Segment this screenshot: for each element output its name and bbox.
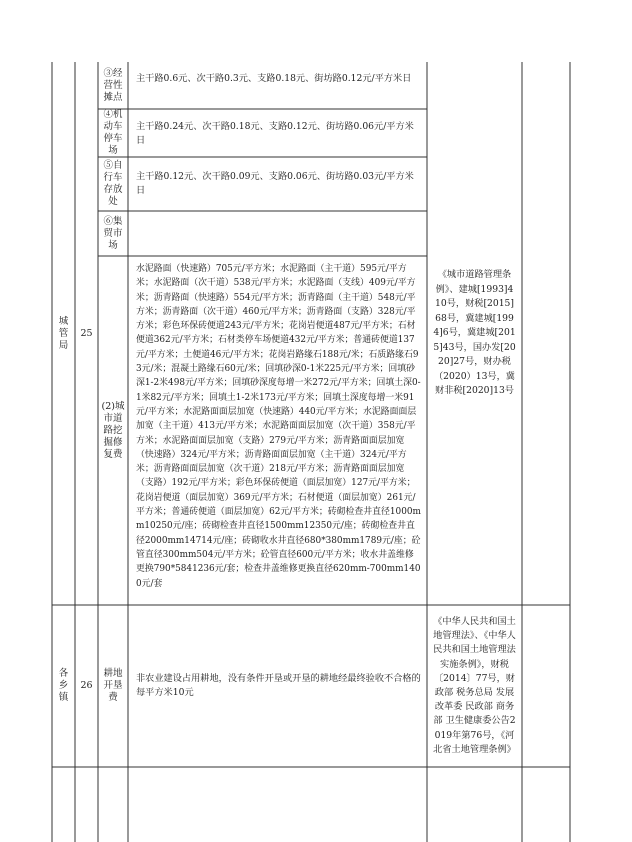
item-name: (2)城市道路挖掘修复费 bbox=[101, 400, 125, 460]
item-description: 非农业建设占用耕地，没有条件开垦或开垦的耕地经最终验收不合格的每平方米10元 bbox=[136, 672, 421, 698]
policy-basis: 《中华人民共和国土地管理法》、《中华人民共和国土地管理法实施条例》，财税〔2014〕77号，财政部 税务总局 发展改革委 民政部 商务部 卫生健康委公告2019年第76号，《河北省土地管理条例》 bbox=[433, 615, 516, 755]
row-number: 26 bbox=[80, 680, 93, 691]
department-cell bbox=[52, 605, 75, 767]
item-name: ③经营性摊点 bbox=[103, 67, 123, 103]
policy-basis: 《城市道路管理条例》、建城[1993]410号，财税[2015]68号，冀建城[1994]6号，冀建城[2015]43号，国办发[2020]27号，财办税（2020）13号，冀财非税[2020]13号 bbox=[433, 269, 516, 397]
row-number: 25 bbox=[80, 327, 93, 339]
item-name: ⑤自行车存放处 bbox=[103, 160, 123, 207]
item-description: 主干路0.12元、次干路0.09元、支路0.06元、街坊路0.03元/平方米日 bbox=[136, 171, 414, 197]
item-name: 耕地开垦费 bbox=[103, 668, 123, 703]
item-description: 水泥路面（快速路）705元/平方米；水泥路面（主干道）595元/平方米；水泥路面（次干道）538元/平方米；水泥路面（支线）409元/平方米；沥青路面（快速路）554元/平方米；沥青路面（主干道）548元/平方米；沥青路面（次干道）460元/平方米；沥青路面（支路）328元/平方米；彩色环保砖便道243元/平方米；花岗岩便道487元/平方米；石材便道362元/平方米；石材类停车场便道432元/平方米；普通砖便道137元/平方米；土便道46元/平方米；花岗岩路缘石188元/米；石质路缘石93元/米；混凝土路缘石60元/米；回填砂深0-1米225元/平方米；回填砂深1-2米498元/平方米；回填砂深度每增一米272元/平方米；回填土深0-1米82元/平方米；回填土1-2米173元/平方米；回填土深度每增一米91元/平方米；水泥路面面层加宽（快速路）440元/平方米；水泥路面面层加宽（主干道）413元/平方米；水泥路面面层加宽（次干道）358元/平方米；水泥路面面层加宽（支路）279元/平方米；沥青路面面层加宽（快速路）324元/平方米；沥青路面面层加宽（主干道）324元/平方米；沥青路面面层加宽（次干道）218元/平方米；沥青路面面层加宽（支路）192元/平方米；彩色环保砖便道（面层加宽）127元/平方米；花岗岩便道（面层加宽）369元/平方米；石材便道（面层加宽）261元/平方米；普通砖便道（面层加宽）62元/平方米；砖砌检查井直径1000mm10250元/座；砖砌检查井直径1500mm12350元/座；砖砌检查井直径2000mm14714元/座；砖砌收水井直径680*380mm1789元/座；砼管直径300mm504元/平方米；砼管直径600元/平方米；收水井盖维修更换790*5841236元/套；检查井盖维修更换直径620mm-700mm1400元/套 bbox=[136, 264, 421, 589]
item-name: ④机动车停车场 bbox=[103, 109, 123, 156]
department-name: 城管局 bbox=[58, 315, 69, 351]
department-cell bbox=[52, 62, 75, 605]
item-description: 主干路0.24元、次干路0.18元、支路0.12元、街坊路0.06元/平方米日 bbox=[136, 121, 414, 147]
item-description: 主干路0.6元、次干路0.3元、支路0.18元、街坊路0.12元/平方米日 bbox=[136, 73, 412, 84]
item-name: ⑥集贸市场 bbox=[103, 215, 123, 251]
department-name: 各乡镇 bbox=[58, 668, 69, 703]
item-description bbox=[128, 211, 427, 256]
